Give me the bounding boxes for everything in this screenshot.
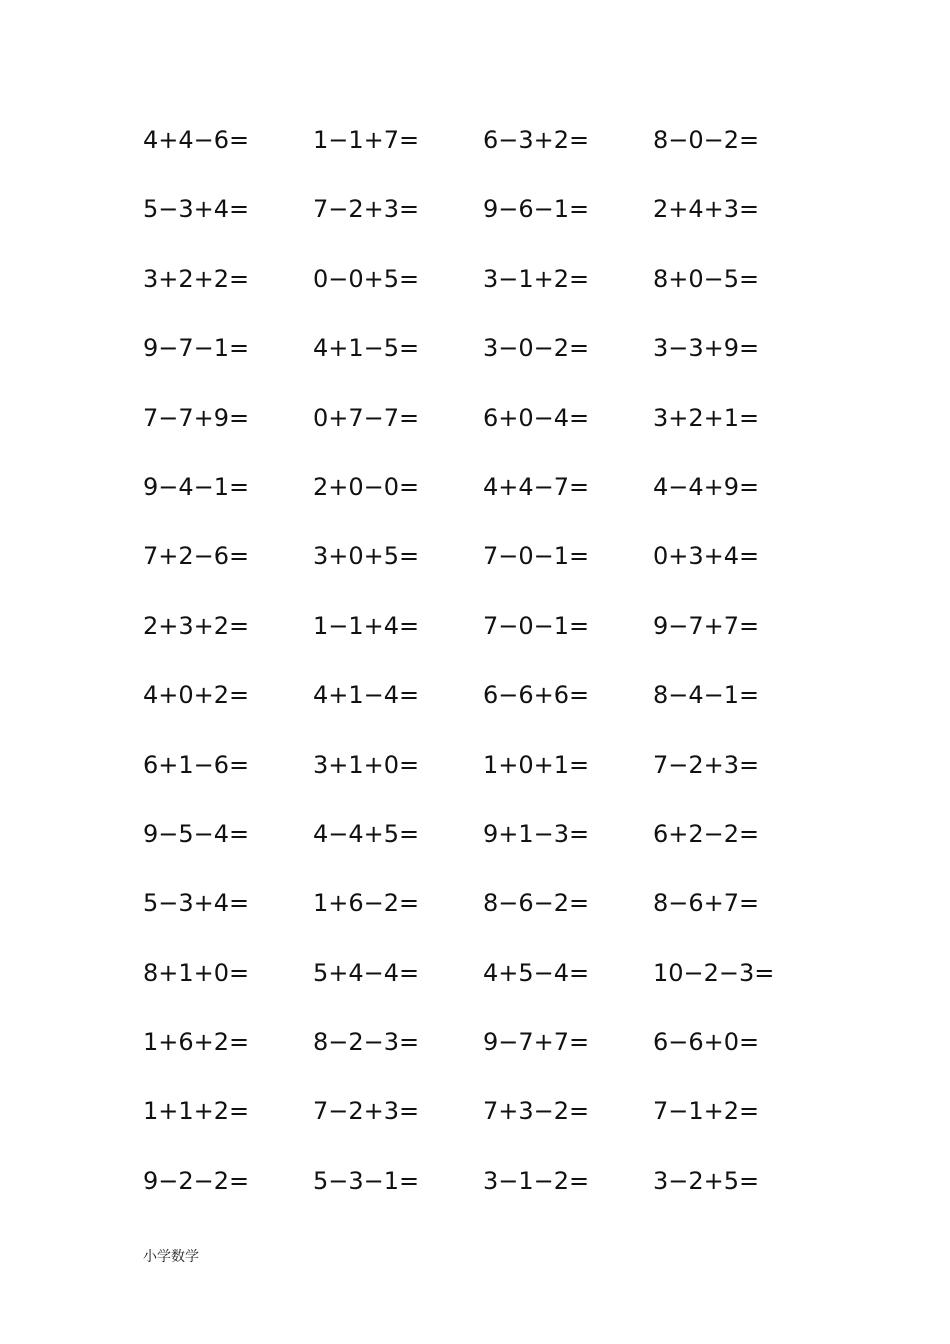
arithmetic-problem: 4+5−4=	[483, 958, 590, 987]
arithmetic-problem: 4+1−5=	[313, 334, 420, 363]
arithmetic-problem: 9−5−4=	[143, 819, 250, 848]
arithmetic-problem: 7+3−2=	[483, 1097, 590, 1126]
arithmetic-problem: 8−0−2=	[653, 126, 760, 154]
arithmetic-problem: 9−6−1=	[483, 195, 590, 224]
arithmetic-problem: 2+4+3=	[653, 195, 760, 224]
arithmetic-problem: 4−4+5=	[313, 819, 420, 848]
arithmetic-problem: 7+2−6=	[143, 542, 250, 571]
arithmetic-problem: 8−4−1=	[653, 681, 760, 710]
footer-label: 小学数学	[143, 1249, 199, 1265]
arithmetic-problem: 6+1−6=	[143, 750, 250, 779]
arithmetic-problem: 8−2−3=	[313, 1028, 420, 1057]
arithmetic-problem: 1+0+1=	[483, 750, 590, 779]
arithmetic-problem: 9−2−2=	[143, 1166, 250, 1195]
arithmetic-problem: 3+0+5=	[313, 542, 420, 571]
arithmetic-problem: 9−4−1=	[143, 472, 250, 501]
arithmetic-problem: 4+4−6=	[143, 126, 250, 154]
arithmetic-problem: 10−2−3=	[653, 958, 775, 987]
arithmetic-problem: 6+0−4=	[483, 403, 590, 432]
arithmetic-problem: 9+1−3=	[483, 819, 590, 848]
arithmetic-problem: 3−1+2=	[483, 264, 590, 293]
arithmetic-problem: 0−0+5=	[313, 264, 420, 293]
arithmetic-problem: 9−7−1=	[143, 334, 250, 363]
arithmetic-problem: 4−4+9=	[653, 472, 760, 501]
arithmetic-problem: 1+6−2=	[313, 889, 420, 918]
arithmetic-problem: 7−2+3=	[313, 195, 420, 224]
arithmetic-problem: 7−0−1=	[483, 542, 590, 571]
problem-grid	[143, 118, 823, 1228]
arithmetic-problem: 3+2+2=	[143, 264, 250, 293]
arithmetic-problem: 6−6+0=	[653, 1028, 760, 1057]
arithmetic-problem: 8−6−2=	[483, 889, 590, 918]
arithmetic-problem: 2+3+2=	[143, 611, 250, 640]
arithmetic-problem: 7−2+3=	[653, 750, 760, 779]
arithmetic-problem: 5+4−4=	[313, 958, 420, 987]
arithmetic-problem: 9−7+7=	[653, 611, 760, 640]
arithmetic-problem: 4+1−4=	[313, 681, 420, 710]
arithmetic-problem: 5−3+4=	[143, 889, 250, 918]
arithmetic-problem: 1−1+4=	[313, 611, 420, 640]
arithmetic-problem: 7−0−1=	[483, 611, 590, 640]
arithmetic-problem: 5−3−1=	[313, 1166, 420, 1195]
arithmetic-problem: 4+4−7=	[483, 472, 590, 501]
arithmetic-problem: 6+2−2=	[653, 819, 760, 848]
arithmetic-problem: 1+6+2=	[143, 1028, 250, 1057]
arithmetic-problem: 8+1+0=	[143, 958, 250, 987]
arithmetic-problem: 3−0−2=	[483, 334, 590, 363]
arithmetic-problem: 5−3+4=	[143, 195, 250, 224]
arithmetic-problem: 7−1+2=	[653, 1097, 760, 1126]
arithmetic-problem: 6−3+2=	[483, 126, 590, 154]
arithmetic-problem: 8−6+7=	[653, 889, 760, 918]
arithmetic-problem: 6−6+6=	[483, 681, 590, 710]
arithmetic-problem: 0+3+4=	[653, 542, 760, 571]
arithmetic-problem: 8+0−5=	[653, 264, 760, 293]
arithmetic-problem: 3−2+5=	[653, 1166, 760, 1195]
arithmetic-problem: 3+1+0=	[313, 750, 420, 779]
arithmetic-problem: 7−7+9=	[143, 403, 250, 432]
arithmetic-problem: 1+1+2=	[143, 1097, 250, 1126]
arithmetic-problem: 0+7−7=	[313, 403, 420, 432]
arithmetic-problem: 2+0−0=	[313, 472, 420, 501]
arithmetic-problem: 4+0+2=	[143, 681, 250, 710]
arithmetic-problem: 3−1−2=	[483, 1166, 590, 1195]
arithmetic-problem: 7−2+3=	[313, 1097, 420, 1126]
arithmetic-problem: 1−1+7=	[313, 126, 420, 154]
arithmetic-problem: 3+2+1=	[653, 403, 760, 432]
arithmetic-problem: 9−7+7=	[483, 1028, 590, 1057]
arithmetic-problem: 3−3+9=	[653, 334, 760, 363]
